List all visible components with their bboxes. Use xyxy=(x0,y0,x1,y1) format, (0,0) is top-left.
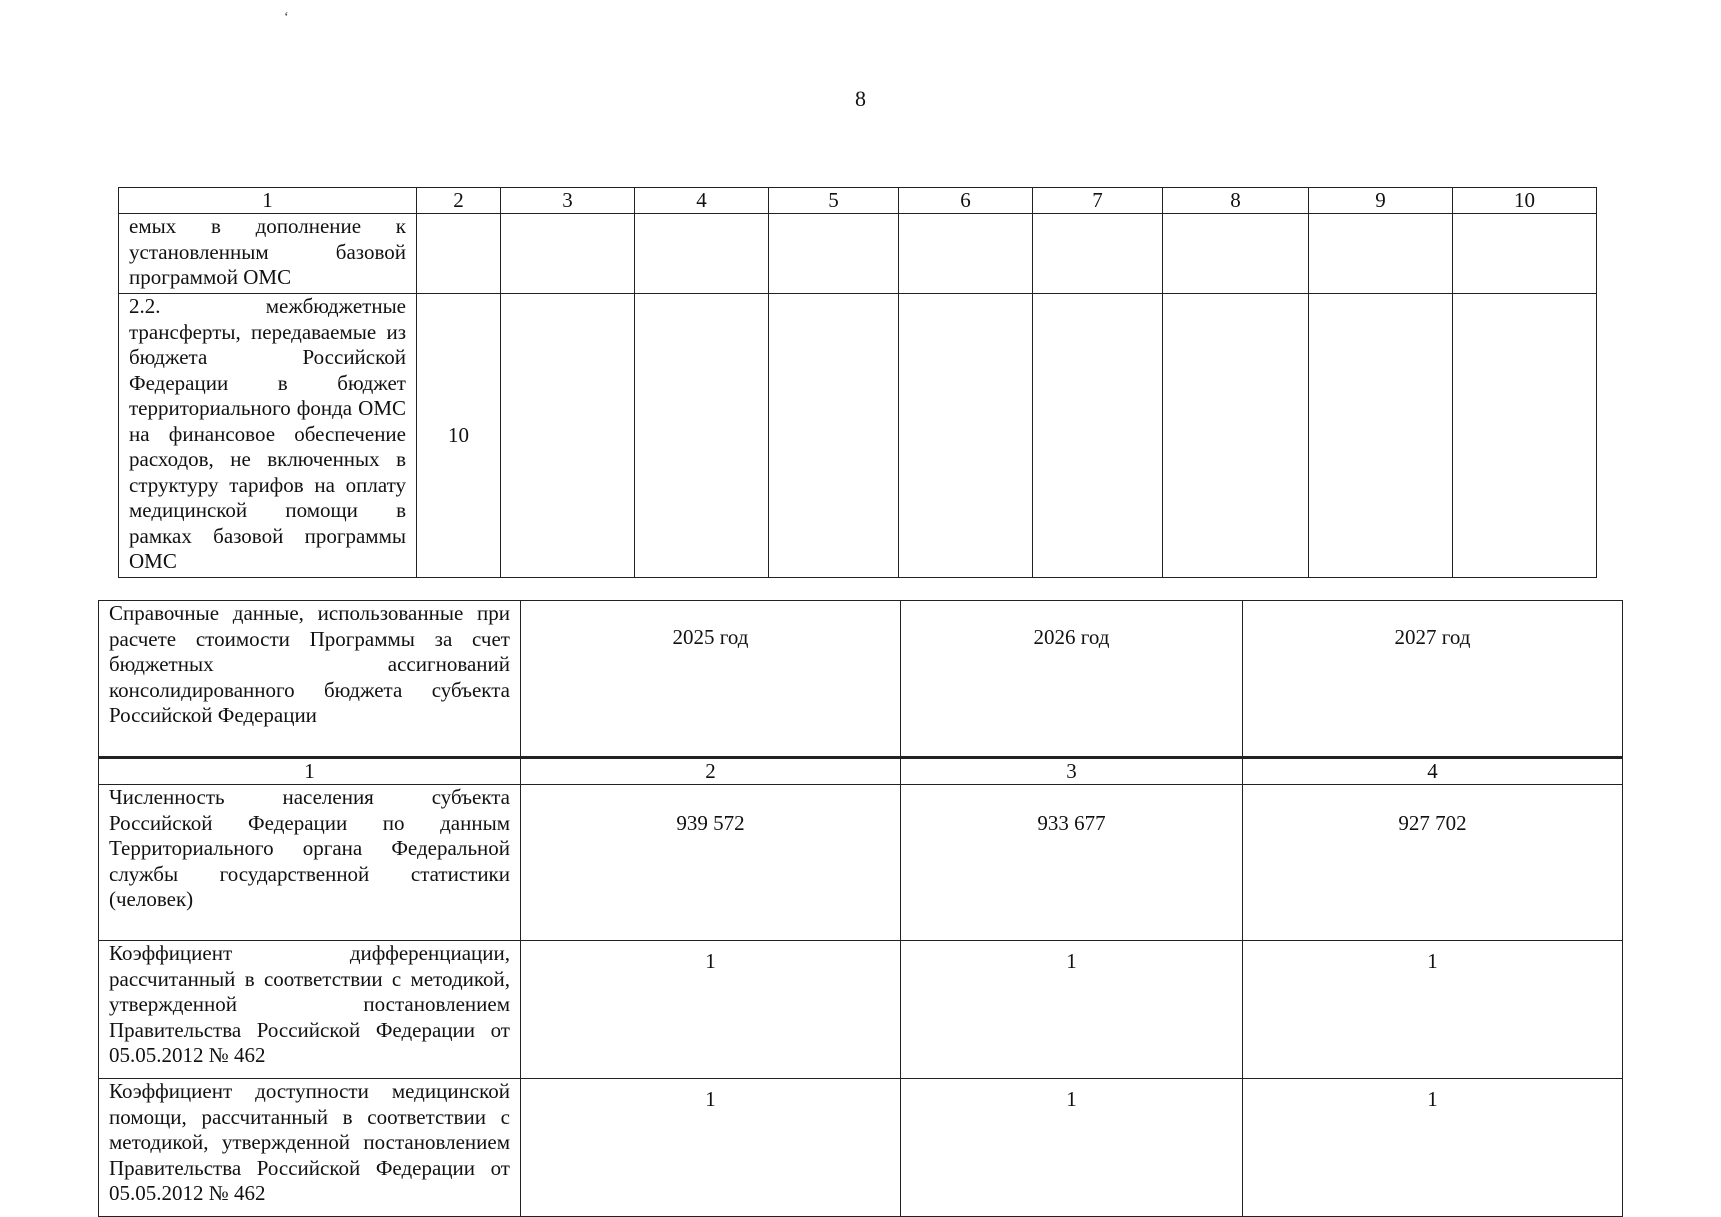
table-cell xyxy=(1309,214,1453,294)
year-header-row xyxy=(99,601,1623,758)
year-label: 2025 год xyxy=(521,601,901,758)
column-number: 9 xyxy=(1309,188,1453,214)
table-cell xyxy=(1033,214,1163,294)
table-cell xyxy=(635,214,769,294)
column-number: 3 xyxy=(501,188,635,214)
row-label: емых в дополнение к установленным базовой программой ОМС xyxy=(119,214,417,294)
row-code: 10 xyxy=(417,294,501,578)
row-label: Коэффициент дифференциации, рассчитанный в соответствии с методикой, утвержденной постановлением Правительства Российской Федерации от 05.05.2012 № 462 xyxy=(99,941,521,1079)
table-cell xyxy=(769,214,899,294)
row-label: Численность населения субъекта Российской Федерации по данным Территориального органа Федеральной службы государственной статистики (человек) xyxy=(99,785,521,941)
row-value: 927 702 xyxy=(1243,785,1623,941)
row-code xyxy=(417,214,501,294)
column-number: 7 xyxy=(1033,188,1163,214)
column-number: 8 xyxy=(1163,188,1309,214)
row-value: 1 xyxy=(1243,1079,1623,1217)
table-cell xyxy=(635,294,769,578)
page-number: 8 xyxy=(855,86,866,111)
column-number: 1 xyxy=(99,758,521,785)
column-number: 10 xyxy=(1453,188,1597,214)
table-row xyxy=(119,294,1597,578)
column-number: 6 xyxy=(899,188,1033,214)
table-header-row xyxy=(119,188,1597,214)
column-number: 1 xyxy=(119,188,417,214)
table-title: Справочные данные, использованные при расчете стоимости Программы за счет бюджетных ассигнований консолидированного бюджета субъекта Российской Федерации xyxy=(99,601,521,758)
reference-data-table xyxy=(98,600,1623,1217)
table-cell xyxy=(899,214,1033,294)
row-value: 1 xyxy=(901,941,1243,1079)
row-value: 1 xyxy=(521,1079,901,1217)
row-label: Коэффициент доступности медицинской помощи, рассчитанный в соответствии с методикой, утвержденной постановлением Правительства Российской Федерации от 05.05.2012 № 462 xyxy=(99,1079,521,1217)
table-cell xyxy=(501,294,635,578)
table-cell xyxy=(1453,214,1597,294)
year-label: 2026 год xyxy=(901,601,1243,758)
row-value: 933 677 xyxy=(901,785,1243,941)
corner-mark: ‘ xyxy=(284,10,289,25)
row-value: 1 xyxy=(521,941,901,1079)
table-cell xyxy=(1309,294,1453,578)
table-row xyxy=(119,214,1597,294)
column-number: 4 xyxy=(635,188,769,214)
row-value: 1 xyxy=(1243,941,1623,1079)
table-cell xyxy=(1033,294,1163,578)
table-cell xyxy=(1163,214,1309,294)
column-number: 3 xyxy=(901,758,1243,785)
table-row xyxy=(99,1079,1623,1217)
row-value: 939 572 xyxy=(521,785,901,941)
row-value: 1 xyxy=(901,1079,1243,1217)
year-label: 2027 год xyxy=(1243,601,1623,758)
table-cell xyxy=(1163,294,1309,578)
funding-table xyxy=(118,187,1597,578)
table-header-row xyxy=(99,758,1623,785)
table-row xyxy=(99,785,1623,941)
table-cell xyxy=(899,294,1033,578)
table-cell xyxy=(769,294,899,578)
table-cell xyxy=(1453,294,1597,578)
column-number: 2 xyxy=(521,758,901,785)
table-row xyxy=(99,941,1623,1079)
row-label: 2.2. межбюджетные трансферты, передаваемые из бюджета Российской Федерации в бюджет территориального фонда ОМС на финансовое обеспечение расходов, не включенных в структуру тарифов на оплату медицинской помощи в рамках базовой программы ОМС xyxy=(119,294,417,578)
column-number: 4 xyxy=(1243,758,1623,785)
column-number: 5 xyxy=(769,188,899,214)
table-cell xyxy=(501,214,635,294)
column-number: 2 xyxy=(417,188,501,214)
